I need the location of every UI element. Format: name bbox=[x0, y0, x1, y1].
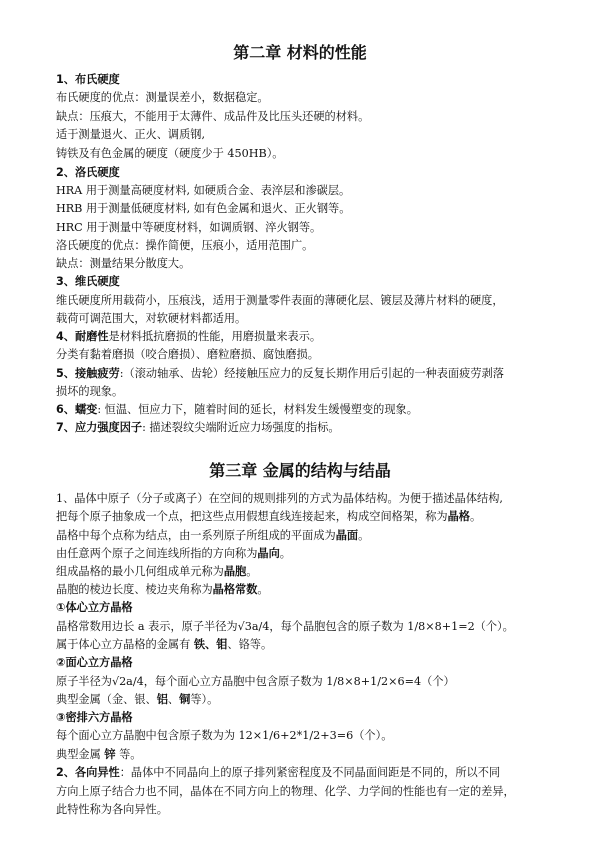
cell-line bbox=[56, 564, 257, 580]
brinell-line-1: 布氏硬度的优点：测量误差小，数据稳定。 bbox=[56, 91, 269, 104]
direction-text: 由任意两个原子之间连线所指的方向称为 bbox=[56, 547, 258, 560]
bcc-line-2-end: 、铬等。 bbox=[227, 638, 273, 651]
hcp-line-2 bbox=[56, 747, 141, 763]
wear-types: 分类有黏着磨损（咬合磨损）、磨粒磨损、腐蚀磨损。 bbox=[56, 348, 319, 361]
rockwell-line-5: 缺点：测量结果分散度大。 bbox=[56, 257, 191, 270]
cell-end: 。 bbox=[246, 565, 258, 578]
fcc-line-2-end: 等）。 bbox=[190, 693, 219, 706]
fatigue-paragraph bbox=[56, 366, 504, 382]
brinell-heading: 1、布氏硬度 bbox=[56, 73, 120, 86]
chapter-3-title: 第三章 金属的结构与结晶 bbox=[209, 461, 391, 480]
constant-term: 晶格常数 bbox=[212, 583, 258, 596]
hcp-zinc: 锌 bbox=[104, 748, 116, 761]
sif-paragraph bbox=[56, 420, 340, 436]
brinell-line-2: 缺点：压痕大，不能用于太薄件、成品件及比压头还硬的材料。 bbox=[56, 110, 370, 123]
bcc-line-2-text: 属于体心立方晶格的金属有 bbox=[56, 638, 194, 651]
fcc-heading: ②面心立方晶格 bbox=[56, 656, 133, 669]
cell-term: 晶胞 bbox=[223, 565, 247, 578]
rockwell-heading: 2、洛氏硬度 bbox=[56, 166, 120, 179]
anisotropy-line-2: 方向上原子结合力也不同，晶体在不同方向上的物理、化学、力学间的性能也有一定的差异， bbox=[56, 785, 515, 798]
anisotropy-label: 2、各向异性 bbox=[56, 766, 120, 779]
rockwell-line-1: HRA 用于测量高硬度材料, 如硬质合金、表淬层和渗碳层。 bbox=[56, 184, 351, 197]
anisotropy-text-1: ：晶体中不同晶向上的原子排列紧密程度及不同晶面间距是不同的，所以不同 bbox=[119, 766, 501, 779]
fcc-line-2-text: 典型金属（金、银、 bbox=[56, 693, 157, 706]
fatigue-text-1: :（滚动轴承、齿轮）经接触压应力的反复长期作用后引起的一种表面疲劳剥落 bbox=[119, 367, 504, 380]
plane-end: 。 bbox=[358, 529, 370, 542]
hcp-line-2-end: 等。 bbox=[115, 748, 142, 761]
crystal-line-1: 1、晶体中原子（分子或离子）在空间的规则排列的方式为晶体结构。为便于描述晶体结构, bbox=[56, 492, 503, 505]
rockwell-line-3: HRC 用于测量中等硬度材料，如调质钢、淬火钢等。 bbox=[56, 221, 322, 234]
fcc-copper: 铜 bbox=[179, 693, 191, 706]
hcp-heading: ③密排六方晶格 bbox=[56, 711, 133, 724]
crystal-line-2-text: 把每个原子抽象成一个点，把这些点用假想直线连接起来，构成空间格架，称为 bbox=[56, 510, 448, 523]
constant-text: 晶胞的棱边长度、棱边夹角称为 bbox=[56, 583, 213, 596]
hcp-line-2-text: 典型金属 bbox=[56, 748, 105, 761]
hcp-line-1: 每个面心立方晶胞中包含原子数为为 12×1/6+2*1/2+3=6（个）。 bbox=[56, 729, 393, 742]
wear-text: 是材料抵抗磨损的性能，用磨损量来表示。 bbox=[108, 330, 322, 343]
brinell-line-3: 适于测量退火、正火、调质钢, bbox=[56, 128, 205, 141]
crystal-line-2-end: 。 bbox=[469, 510, 482, 523]
bcc-line-1: 晶格常数用边长 a 表示，原子半径为√3a/4，每个晶胞包含的原子数为 1/8×8+1=2（个）。 bbox=[56, 620, 514, 633]
direction-end: 。 bbox=[279, 547, 291, 560]
constant-line bbox=[56, 582, 269, 598]
lattice-term: 晶格 bbox=[447, 510, 470, 523]
bcc-heading: ①体心立方晶格 bbox=[56, 601, 133, 614]
sif-text: : 描述裂纹尖端附近应力场强度的指标。 bbox=[142, 421, 340, 434]
direction-term: 晶向 bbox=[257, 547, 280, 560]
anisotropy-line-1 bbox=[56, 765, 500, 781]
vickers-heading: 3、维氏硬度 bbox=[56, 275, 120, 288]
creep-paragraph bbox=[56, 402, 418, 418]
fcc-sep: 、 bbox=[167, 693, 180, 706]
plane-term: 晶面 bbox=[335, 529, 359, 542]
direction-line bbox=[56, 546, 291, 562]
fcc-line-2 bbox=[56, 692, 218, 708]
vickers-line-1: 维氏硬度所用载荷小，压痕浅，适用于测量零件表面的薄硬化层、镀层及薄片材料的硬度， bbox=[56, 294, 504, 307]
brinell-line-4: 铸铁及有色金属的硬度（硬度少于 450HB）。 bbox=[56, 147, 284, 160]
creep-text: : 恒温、恒应力下，随着时间的延长，材料发生缓慢塑变的现象。 bbox=[97, 403, 418, 416]
sif-label: 7、应力强度因子 bbox=[56, 421, 143, 434]
wear-paragraph bbox=[56, 329, 321, 345]
vickers-line-2: 载荷可调范围大，对软硬材料都适用。 bbox=[56, 312, 247, 325]
fatigue-label: 5、接触疲劳 bbox=[56, 367, 120, 380]
creep-label: 6、蠕变 bbox=[56, 403, 98, 416]
fatigue-text-2: 损坏的现象。 bbox=[56, 385, 124, 398]
crystal-line-2 bbox=[56, 509, 481, 525]
bcc-line-2 bbox=[56, 637, 272, 653]
fcc-aluminum: 铝 bbox=[156, 693, 168, 706]
chapter-2-title: 第二章 材料的性能 bbox=[233, 43, 367, 62]
fcc-line-1: 原子半径为√2a/4，每个面心立方晶胞中包含原子数为 1/8×8+1/2×6=4（个） bbox=[56, 675, 455, 688]
rockwell-line-4: 洛氏硬度的优点：操作简便，压痕小，适用范围广。 bbox=[56, 239, 314, 252]
anisotropy-line-3: 此特性称为各向异性。 bbox=[56, 803, 168, 816]
bcc-metals-bold: 铁、钼 bbox=[193, 638, 228, 651]
rockwell-line-2: HRB 用于测量低硬度材料, 如有色金属和退火、正火钢等。 bbox=[56, 202, 351, 215]
cell-text: 组成晶格的最小几何组成单元称为 bbox=[56, 565, 224, 578]
plane-text: 晶格中每个点称为结点，由一系列原子所组成的平面成为 bbox=[56, 529, 336, 542]
constant-end: 。 bbox=[257, 583, 269, 596]
wear-label: 4、耐磨性 bbox=[56, 330, 109, 343]
plane-line bbox=[56, 528, 369, 544]
